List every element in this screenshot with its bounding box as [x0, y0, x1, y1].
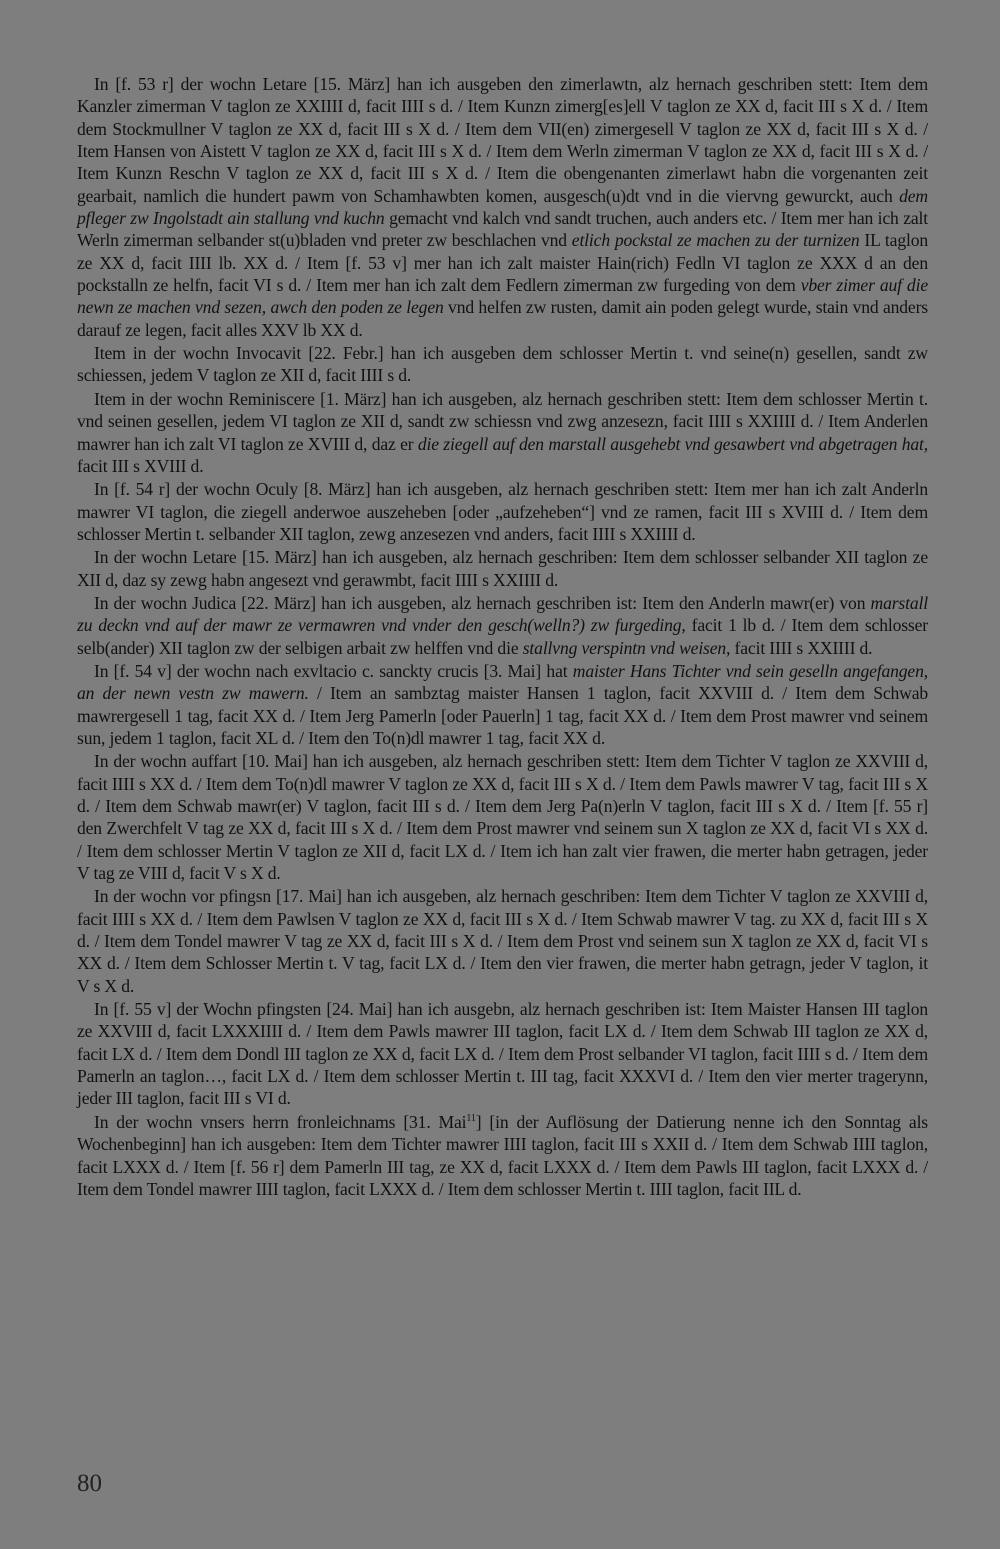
- text-segment: facit III s XVIII d.: [77, 455, 204, 476]
- paragraph: [77, 998, 928, 1110]
- paragraph: [77, 546, 928, 591]
- text-segment: Item in der wochn Reminiscere [1. März] han ich ausgeben, alz hernach geschriben stett: Item dem schlosser Mertin t. vnd seinen gesellen, jedem VI taglon ze XII d, sandt zw schiessn vnd zwg anzesezn, facit IIII s XXIIII d. / Item Anderlen mawrer han ich zalt VI taglon ze XVIII d, daz er: [77, 388, 928, 454]
- text-segment: ] [in der Auflösung der Datierung nenne ich den Sonntag als Wochenbeginn] han ich ausgeben: Item dem Tichter mawrer IIII taglon, facit III s XXII d. / Item dem Schwab IIII taglon, facit LXXX d. / Item [f. 56 r] dem Pamerln III tag, ze XX d, facit LXXX d. / Item dem Pawls III taglon, facit LXXX d. / Item dem Tondel mawrer IIII taglon, facit LXXX d. / Item dem schlosser Mertin t. IIII taglon, facit IIL d.: [77, 1111, 928, 1199]
- text-segment: / Item an sambztag maister Hansen 1 taglon, facit XXVIII d. / Item dem Schwab mawrergesell 1 tag, facit XX d. / Item Jerg Pamerln [oder Pauerln] 1 tag, facit XX d. / Item dem Prost mawrer vnd seinem sun, jedem 1 taglon, facit XL d. / Item den To(n)dl mawrer 1 tag, facit XX d.: [77, 683, 929, 748]
- paragraph: [77, 73, 928, 341]
- paragraph: [77, 885, 928, 997]
- paragraph: [77, 388, 928, 477]
- text-segment: facit 1 lb d. / Item dem schlosser selb(ander) XII taglon zw der selbigen arbait zw helffen vnd die: [77, 615, 928, 658]
- paragraph: [77, 750, 928, 884]
- text-segment: In der wochn vor pfingsn [17. Mai] han ich ausgeben, alz hernach geschriben: Item dem Tichter V taglon ze XXVIII d, facit IIII s XX d. / Item dem Pawlsen V taglon ze XX d, facit III s X d. / Item Schwab mawrer V tag. zu XX d, facit III s X d. / Item dem Tondel mawrer V tag ze XX d, facit III s X d. / Item dem Prost vnd seinem sun X taglon ze XX d, facit VI s XX d. / Item dem Schlosser Mertin t. V tag, facit LX d. / Item den vier frawen, die merter habn getragn, jeder V taglon, it V s X d.: [77, 886, 928, 996]
- italic-text: die ziegell auf den marstall ausgehebt vnd gesawbert vnd abgetragen hat,: [417, 433, 928, 454]
- text-segment: facit IIII s XXIIII d.: [730, 637, 873, 658]
- italic-text: vber zimer auf die newn ze machen vnd sezen, awch den poden ze legen: [77, 275, 928, 318]
- italic-text: dem pfleger zw Ingolstadt ain stallung vnd kuchn: [77, 185, 928, 229]
- italic-text: etlich pockstal ze machen zu der turnizen: [571, 230, 860, 251]
- text-segment: In der wochn Letare [15. März] han ich ausgeben, alz hernach geschriben: Item dem schlosser selbander XII taglon ze XII d, daz sy zewg habn angesezt vnd gerawmbt, facit IIII s XXIIII d.: [77, 547, 928, 590]
- text-segment: In [f. 53 r] der wochn Letare [15. März] han ich ausgeben den zimerlawtn, alz hernach geschriben stett: Item dem Kanzler zimerman V taglon ze XXIIII d, facit IIII s d. / Item Kunzn zimerg[es]ell V taglon ze XX d, facit III s X d. / Item dem Stockmullner V taglon ze XX d, facit III s X d. / Item dem VII(en) zimergesell V taglon ze XX d, facit III s X d. / Item Hansen von Aistett V taglon ze XX d, facit III s X d. / Item dem Werln zimerman V taglon ze XX d, facit III s X d. / Item Kunzn Reschn V taglon ze XX d, facit III s X d. / Item die obengenanten zimerlawt habn die vorgenanten zeit gearbait, namlich die hundert pawm von Schamhawbten komen, ausgesch(u)dt vnd in die viervng gewurckt, auch: [77, 74, 928, 206]
- body-text: [77, 73, 928, 1201]
- text-segment: Item in der wochn Invocavit [22. Febr.] han ich ausgeben dem schlosser Mertin t. vnd seine(n) gesellen, sandt zw schiessen, jedem V taglon ze XII d, facit IIII s d.: [77, 343, 928, 386]
- text-segment: In der wochn auffart [10. Mai] han ich ausgeben, alz hernach geschriben stett: Item dem Tichter V taglon ze XXVIII d, facit IIII s XX d. / Item dem To(n)dl mawrer V taglon ze XX d, facit III s X d. / Item dem Pawls mawrer V tag, facit III s X d. / Item dem Schwab mawr(er) V taglon, facit III s d. / Item dem Jerg Pa(n)erln V taglon, facit III s X d. / Item [f. 55 r] den Zwerchfelt V tag ze XX d, facit III s X d. / Item dem Prost mawrer vnd seinem sun X taglon ze XX d, facit VI s XX d. / Item dem schlosser Mertin V taglon ze XII d, facit LX d. / Item ich han zalt vier frawen, die merter habn getragen, jeder V tag ze VIII d, facit V s X d.: [77, 751, 928, 884]
- italic-text: stallvng verspintn vnd weisen,: [522, 637, 731, 658]
- paragraph: [77, 342, 928, 387]
- page-number: 80: [77, 1470, 102, 1497]
- text-segment: IL taglon ze XX d, facit IIII lb. XX d. / Item [f. 53 v] mer han ich zalt maister Hain(rich) Fedln VI taglon ze XXX d an den pockstalln ze helfn, facit VI s d. / Item mer han ich zalt dem Fedlern zimerman zw furgeding von dem: [77, 230, 928, 296]
- footnote-marker: 11: [466, 1112, 476, 1124]
- paragraph: [77, 592, 928, 659]
- text-segment: gemacht vnd kalch vnd sandt truchen, auch anders etc. / Item mer han ich zalt Werln zimerman selbander st(u)bladen vnd preter zw beschlachen vnd: [77, 208, 928, 251]
- italic-text: maister Hans Tichter vnd sein geselln angefangen, an der newn vestn zw mawern.: [77, 660, 928, 704]
- text-segment: vnd helfen zw rusten, damit ain poden gelegt wurde, stain vnd anders darauf ze legen, facit alles XXV lb XX d.: [77, 297, 928, 340]
- text-segment: In der wochn Judica [22. März] han ich ausgeben, alz hernach geschriben ist: Item den Anderln mawr(er) von: [94, 592, 871, 613]
- text-segment: In [f. 54 r] der wochn Oculy [8. März] han ich ausgeben, alz hernach geschriben stett: Item mer han ich zalt Anderln mawrer VI taglon, die ziegell anderwoe auszeheben [oder „aufzeheben“] vnd ze ramen, facit III s XVIII d. / Item dem schlosser Mertin t. selbander XII taglon, zewg anzesezen vnd anders, facit IIII s XXIIII d.: [77, 479, 928, 544]
- text-segment: In der wochn vnsers herrn fronleichnams [31. Mai: [94, 1111, 467, 1132]
- paragraph: [77, 660, 928, 749]
- text-segment: In [f. 54 v] der wochn nach exvltacio c. sanckty crucis [3. Mai] hat: [94, 660, 573, 681]
- paragraph: [77, 1111, 928, 1200]
- text-segment: In [f. 55 v] der Wochn pfingsten [24. Mai] han ich ausgebn, alz hernach geschriben ist: Item Maister Hansen III taglon ze XXVIII d, facit LXXXIIII d. / Item dem Pawls mawrer III taglon, facit LX d. / Item dem Schwab III taglon ze XX d, facit LX d. / Item dem Dondl III taglon ze XX d, facit LX d. / Item dem Prost selbander VI taglon, facit IIII s d. / Item dem Pamerln an taglon…, facit LX d. / Item dem schlosser Mertin t. III tag, facit XXXVI d. / Item den vier merter tragerynn, jeder III taglon, facit III s VI d.: [77, 999, 928, 1109]
- italic-text: marstall zu deckn vnd auf der mawr ze vermawren vnd vnder den gesch(welln?) zw furgeding,: [77, 592, 928, 636]
- paragraph: [77, 478, 928, 545]
